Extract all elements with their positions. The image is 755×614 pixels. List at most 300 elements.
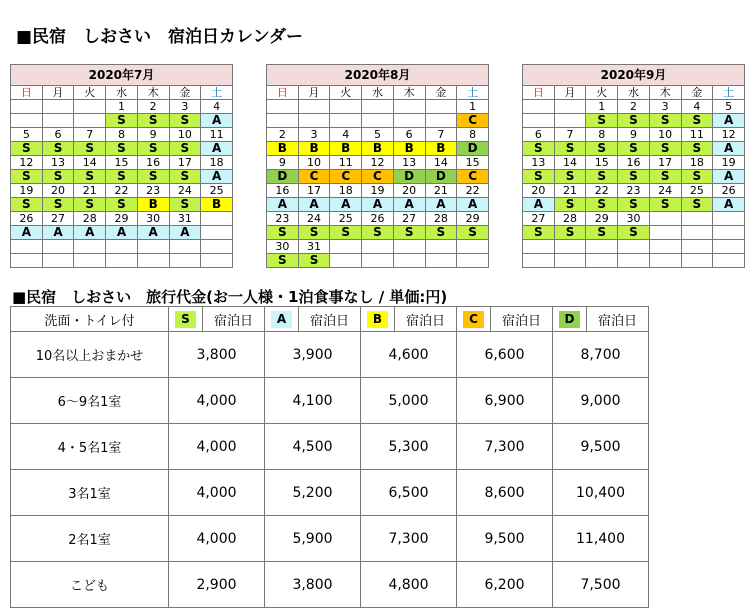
price-cell: 4,500 bbox=[265, 424, 361, 470]
rate-code: S bbox=[618, 198, 650, 212]
day-number-row bbox=[267, 156, 489, 170]
price-cell: 8,700 bbox=[553, 332, 649, 378]
rate-code: A bbox=[713, 170, 745, 184]
day-number-row bbox=[11, 156, 233, 170]
weekday-header: 土 bbox=[201, 86, 233, 100]
day-number: 4 bbox=[201, 100, 233, 114]
day-number bbox=[362, 240, 394, 254]
day-number: 29 bbox=[457, 212, 489, 226]
day-number bbox=[42, 240, 74, 254]
day-number: 23 bbox=[137, 184, 169, 198]
price-cell: 4,000 bbox=[169, 424, 265, 470]
rate-code: S bbox=[681, 142, 713, 156]
rate-code: A bbox=[201, 170, 233, 184]
day-number: 30 bbox=[137, 212, 169, 226]
rate-code bbox=[713, 226, 745, 240]
day-number: 2 bbox=[267, 128, 299, 142]
day-number: 10 bbox=[649, 128, 681, 142]
rate-code: B bbox=[330, 142, 362, 156]
price-cell: 11,400 bbox=[553, 516, 649, 562]
day-number: 5 bbox=[362, 128, 394, 142]
rate-code: A bbox=[523, 198, 555, 212]
day-number: 20 bbox=[523, 184, 555, 198]
price-cell: 6,500 bbox=[361, 470, 457, 516]
day-number: 3 bbox=[649, 100, 681, 114]
day-number: 8 bbox=[106, 128, 138, 142]
rate-code-row bbox=[11, 226, 233, 240]
rate-code: B bbox=[425, 142, 457, 156]
page-title: ■民宿 しおさい 宿泊日カレンダー bbox=[16, 27, 303, 47]
rate-code: A bbox=[169, 226, 201, 240]
day-number: 23 bbox=[618, 184, 650, 198]
day-number: 21 bbox=[425, 184, 457, 198]
rate-code: S bbox=[618, 170, 650, 184]
day-number: 1 bbox=[106, 100, 138, 114]
price-row bbox=[11, 332, 649, 378]
rate-code bbox=[554, 254, 586, 268]
rate-code: A bbox=[457, 198, 489, 212]
day-number bbox=[425, 100, 457, 114]
day-number bbox=[201, 240, 233, 254]
rate-code: S bbox=[137, 114, 169, 128]
rate-code-row bbox=[11, 170, 233, 184]
day-number bbox=[11, 240, 43, 254]
rate-code: D bbox=[425, 170, 457, 184]
rate-code: S bbox=[106, 170, 138, 184]
weekday-header: 月 bbox=[42, 86, 74, 100]
rate-code: A bbox=[713, 198, 745, 212]
day-number: 7 bbox=[425, 128, 457, 142]
price-row bbox=[11, 424, 649, 470]
rate-code: S bbox=[554, 226, 586, 240]
calendar-september bbox=[522, 64, 745, 268]
rate-code: S bbox=[74, 170, 106, 184]
rate-code: S bbox=[523, 170, 555, 184]
price-cell: 7,300 bbox=[361, 516, 457, 562]
day-number: 18 bbox=[681, 156, 713, 170]
rate-code: S bbox=[137, 170, 169, 184]
rate-code: S bbox=[298, 254, 330, 268]
day-number bbox=[393, 100, 425, 114]
day-number: 7 bbox=[554, 128, 586, 142]
rate-code: B bbox=[298, 142, 330, 156]
price-cell: 6,900 bbox=[457, 378, 553, 424]
day-number: 19 bbox=[11, 184, 43, 198]
day-number: 9 bbox=[618, 128, 650, 142]
rate-code: S bbox=[106, 198, 138, 212]
rate-code: S bbox=[298, 226, 330, 240]
rate-label: 宿泊日 bbox=[299, 307, 361, 332]
day-number: 31 bbox=[169, 212, 201, 226]
rate-code bbox=[554, 114, 586, 128]
rate-code bbox=[201, 254, 233, 268]
weekday-header: 木 bbox=[649, 86, 681, 100]
rate-code: S bbox=[554, 198, 586, 212]
day-number: 11 bbox=[201, 128, 233, 142]
rate-code: S bbox=[681, 114, 713, 128]
weekday-header: 日 bbox=[267, 86, 299, 100]
rate-code-row bbox=[523, 198, 745, 212]
rate-code: B bbox=[137, 198, 169, 212]
rate-code: B bbox=[267, 142, 299, 156]
day-number: 28 bbox=[554, 212, 586, 226]
rate-code: A bbox=[425, 198, 457, 212]
day-number bbox=[42, 100, 74, 114]
day-number bbox=[554, 240, 586, 254]
price-cell: 5,000 bbox=[361, 378, 457, 424]
rate-code bbox=[11, 114, 43, 128]
price-cell: 5,200 bbox=[265, 470, 361, 516]
day-number: 4 bbox=[330, 128, 362, 142]
price-cell: 9,000 bbox=[553, 378, 649, 424]
rate-code: D bbox=[457, 142, 489, 156]
day-number bbox=[137, 240, 169, 254]
day-number: 29 bbox=[106, 212, 138, 226]
rate-code: B bbox=[393, 142, 425, 156]
day-number: 25 bbox=[330, 212, 362, 226]
day-number: 25 bbox=[201, 184, 233, 198]
day-number-row bbox=[267, 128, 489, 142]
rate-swatch-d: D bbox=[553, 307, 587, 332]
day-number-row bbox=[267, 212, 489, 226]
day-number: 26 bbox=[713, 184, 745, 198]
day-number bbox=[106, 240, 138, 254]
day-number-row bbox=[11, 240, 233, 254]
price-row bbox=[11, 562, 649, 608]
price-row bbox=[11, 516, 649, 562]
price-cell: 7,500 bbox=[553, 562, 649, 608]
rate-code bbox=[201, 226, 233, 240]
weekday-header: 水 bbox=[106, 86, 138, 100]
price-cell: 6,600 bbox=[457, 332, 553, 378]
day-number: 20 bbox=[393, 184, 425, 198]
day-number: 12 bbox=[713, 128, 745, 142]
day-number bbox=[713, 212, 745, 226]
day-number: 24 bbox=[649, 184, 681, 198]
price-cell: 5,900 bbox=[265, 516, 361, 562]
rate-code bbox=[649, 226, 681, 240]
day-number: 22 bbox=[586, 184, 618, 198]
day-number: 15 bbox=[457, 156, 489, 170]
rate-code: S bbox=[11, 142, 43, 156]
day-number: 14 bbox=[74, 156, 106, 170]
rate-code bbox=[425, 114, 457, 128]
day-number: 8 bbox=[586, 128, 618, 142]
price-row bbox=[11, 470, 649, 516]
day-number: 5 bbox=[713, 100, 745, 114]
day-number bbox=[649, 240, 681, 254]
weekday-header: 日 bbox=[523, 86, 555, 100]
day-number: 29 bbox=[586, 212, 618, 226]
day-number: 6 bbox=[393, 128, 425, 142]
rate-code: S bbox=[586, 114, 618, 128]
month-title: 2020年9月 bbox=[523, 65, 745, 86]
rate-code: S bbox=[649, 198, 681, 212]
rate-code: A bbox=[11, 226, 43, 240]
rate-swatch-s: S bbox=[169, 307, 203, 332]
day-number: 3 bbox=[169, 100, 201, 114]
day-number-row bbox=[11, 100, 233, 114]
rate-code: A bbox=[298, 198, 330, 212]
day-number: 22 bbox=[106, 184, 138, 198]
day-number: 2 bbox=[137, 100, 169, 114]
rate-code bbox=[74, 254, 106, 268]
day-number bbox=[681, 212, 713, 226]
day-number: 11 bbox=[330, 156, 362, 170]
weekday-header: 火 bbox=[586, 86, 618, 100]
weekday-header: 月 bbox=[554, 86, 586, 100]
day-number: 2 bbox=[618, 100, 650, 114]
rate-code: S bbox=[169, 114, 201, 128]
rate-code-row bbox=[523, 142, 745, 156]
rate-code: A bbox=[393, 198, 425, 212]
day-number: 1 bbox=[586, 100, 618, 114]
day-number bbox=[169, 240, 201, 254]
rate-code: A bbox=[42, 226, 74, 240]
price-section-title: ■民宿 しおさい 旅行代金(お一人様・1泊食事なし / 単価:円) bbox=[12, 288, 448, 306]
rate-code bbox=[330, 114, 362, 128]
day-number-row bbox=[267, 184, 489, 198]
day-number-row bbox=[523, 156, 745, 170]
rate-code-row bbox=[523, 254, 745, 268]
rate-code: S bbox=[523, 142, 555, 156]
price-cell: 7,300 bbox=[457, 424, 553, 470]
rate-code: A bbox=[362, 198, 394, 212]
rate-code: S bbox=[11, 170, 43, 184]
day-number bbox=[523, 240, 555, 254]
day-number: 18 bbox=[201, 156, 233, 170]
rate-code bbox=[523, 254, 555, 268]
rate-code: S bbox=[74, 198, 106, 212]
price-cell: 4,800 bbox=[361, 562, 457, 608]
day-number bbox=[11, 100, 43, 114]
rate-code: S bbox=[586, 142, 618, 156]
rate-code: S bbox=[267, 226, 299, 240]
day-number-row bbox=[523, 128, 745, 142]
day-number: 9 bbox=[137, 128, 169, 142]
day-number: 27 bbox=[523, 212, 555, 226]
day-number: 16 bbox=[618, 156, 650, 170]
rate-code-row bbox=[11, 142, 233, 156]
weekday-header: 木 bbox=[393, 86, 425, 100]
rate-code: C bbox=[330, 170, 362, 184]
day-number: 17 bbox=[298, 184, 330, 198]
price-cell: 4,600 bbox=[361, 332, 457, 378]
day-number bbox=[649, 212, 681, 226]
day-number: 27 bbox=[42, 212, 74, 226]
day-number-row bbox=[267, 100, 489, 114]
weekday-header: 火 bbox=[74, 86, 106, 100]
month-header-row bbox=[523, 65, 745, 86]
day-number bbox=[586, 240, 618, 254]
weekday-header: 日 bbox=[11, 86, 43, 100]
rate-code-row bbox=[523, 114, 745, 128]
day-number bbox=[298, 100, 330, 114]
weekday-header: 水 bbox=[362, 86, 394, 100]
plan-label: 6～9名1室 bbox=[11, 378, 169, 424]
day-number bbox=[681, 240, 713, 254]
price-cell: 3,900 bbox=[265, 332, 361, 378]
rate-code-row bbox=[523, 226, 745, 240]
rate-code-row bbox=[267, 114, 489, 128]
day-number bbox=[74, 240, 106, 254]
day-number: 17 bbox=[169, 156, 201, 170]
day-number: 20 bbox=[42, 184, 74, 198]
day-number: 26 bbox=[362, 212, 394, 226]
rate-label: 宿泊日 bbox=[395, 307, 457, 332]
rate-code-row bbox=[267, 226, 489, 240]
corner-label: 洗面・トイレ付 bbox=[11, 307, 169, 332]
day-number: 25 bbox=[681, 184, 713, 198]
day-number: 21 bbox=[554, 184, 586, 198]
rate-code: S bbox=[42, 170, 74, 184]
rate-code-row bbox=[11, 198, 233, 212]
day-number: 10 bbox=[169, 128, 201, 142]
day-number: 13 bbox=[523, 156, 555, 170]
price-cell: 2,900 bbox=[169, 562, 265, 608]
rate-label: 宿泊日 bbox=[587, 307, 649, 332]
day-number bbox=[618, 240, 650, 254]
day-number-row bbox=[523, 240, 745, 254]
day-number-row bbox=[523, 184, 745, 198]
price-cell: 9,500 bbox=[457, 516, 553, 562]
rate-code bbox=[649, 254, 681, 268]
rate-code: S bbox=[267, 254, 299, 268]
day-number: 24 bbox=[298, 212, 330, 226]
day-number bbox=[330, 240, 362, 254]
weekday-header: 木 bbox=[137, 86, 169, 100]
day-number: 30 bbox=[618, 212, 650, 226]
rate-code: A bbox=[201, 142, 233, 156]
rate-code: S bbox=[42, 142, 74, 156]
day-number: 19 bbox=[362, 184, 394, 198]
day-number: 14 bbox=[425, 156, 457, 170]
weekday-row bbox=[11, 86, 233, 100]
rate-code: S bbox=[11, 198, 43, 212]
price-cell: 3,800 bbox=[265, 562, 361, 608]
rate-code bbox=[330, 254, 362, 268]
rate-code bbox=[425, 254, 457, 268]
rate-code bbox=[362, 114, 394, 128]
day-number bbox=[393, 240, 425, 254]
rate-code: A bbox=[201, 114, 233, 128]
day-number: 18 bbox=[330, 184, 362, 198]
plan-label: こども bbox=[11, 562, 169, 608]
rate-code: C bbox=[362, 170, 394, 184]
rate-code: B bbox=[362, 142, 394, 156]
rate-code: S bbox=[169, 142, 201, 156]
rate-code: S bbox=[586, 170, 618, 184]
rate-code bbox=[42, 114, 74, 128]
day-number: 28 bbox=[74, 212, 106, 226]
rate-code: A bbox=[713, 114, 745, 128]
weekday-header: 金 bbox=[425, 86, 457, 100]
day-number bbox=[201, 212, 233, 226]
rate-code: S bbox=[618, 142, 650, 156]
price-cell: 4,000 bbox=[169, 378, 265, 424]
plan-label: 4・5名1室 bbox=[11, 424, 169, 470]
day-number: 15 bbox=[106, 156, 138, 170]
weekday-header: 土 bbox=[713, 86, 745, 100]
rate-code: S bbox=[169, 198, 201, 212]
rate-code: S bbox=[457, 226, 489, 240]
day-number bbox=[362, 100, 394, 114]
day-number-row bbox=[11, 128, 233, 142]
rate-code bbox=[681, 254, 713, 268]
day-number: 27 bbox=[393, 212, 425, 226]
day-number: 10 bbox=[298, 156, 330, 170]
rate-code-row bbox=[267, 170, 489, 184]
price-table bbox=[10, 306, 649, 608]
weekday-header: 土 bbox=[457, 86, 489, 100]
month-title: 2020年8月 bbox=[267, 65, 489, 86]
rate-code bbox=[681, 226, 713, 240]
rate-code bbox=[457, 254, 489, 268]
day-number bbox=[713, 240, 745, 254]
rate-code bbox=[713, 254, 745, 268]
day-number: 14 bbox=[554, 156, 586, 170]
day-number bbox=[457, 240, 489, 254]
calendar-july bbox=[10, 64, 233, 268]
rate-code: A bbox=[74, 226, 106, 240]
rate-code: S bbox=[618, 226, 650, 240]
rate-code bbox=[393, 114, 425, 128]
day-number-row bbox=[523, 212, 745, 226]
price-cell: 5,300 bbox=[361, 424, 457, 470]
rate-code: S bbox=[681, 198, 713, 212]
plan-label: 3名1室 bbox=[11, 470, 169, 516]
weekday-header: 火 bbox=[330, 86, 362, 100]
rate-code bbox=[42, 254, 74, 268]
day-number bbox=[330, 100, 362, 114]
month-title: 2020年7月 bbox=[11, 65, 233, 86]
day-number: 21 bbox=[74, 184, 106, 198]
month-header-row bbox=[267, 65, 489, 86]
day-number: 19 bbox=[713, 156, 745, 170]
day-number: 30 bbox=[267, 240, 299, 254]
day-number: 17 bbox=[649, 156, 681, 170]
day-number: 11 bbox=[681, 128, 713, 142]
day-number bbox=[554, 100, 586, 114]
day-number: 22 bbox=[457, 184, 489, 198]
price-cell: 4,000 bbox=[169, 470, 265, 516]
rate-code: C bbox=[298, 170, 330, 184]
plan-label: 2名1室 bbox=[11, 516, 169, 562]
rate-code: S bbox=[554, 142, 586, 156]
rate-code bbox=[169, 254, 201, 268]
price-cell: 3,800 bbox=[169, 332, 265, 378]
day-number: 16 bbox=[267, 184, 299, 198]
rate-code: S bbox=[106, 142, 138, 156]
rate-code-row bbox=[11, 114, 233, 128]
price-cell: 6,200 bbox=[457, 562, 553, 608]
rate-code: S bbox=[554, 170, 586, 184]
day-number-row bbox=[267, 240, 489, 254]
price-cell: 4,000 bbox=[169, 516, 265, 562]
weekday-header: 金 bbox=[681, 86, 713, 100]
rate-code-row bbox=[267, 254, 489, 268]
rate-code-row bbox=[267, 142, 489, 156]
day-number-row bbox=[11, 212, 233, 226]
weekday-row bbox=[523, 86, 745, 100]
rate-code bbox=[586, 254, 618, 268]
rate-label: 宿泊日 bbox=[491, 307, 553, 332]
price-cell: 8,600 bbox=[457, 470, 553, 516]
rate-code: S bbox=[106, 114, 138, 128]
day-number: 12 bbox=[362, 156, 394, 170]
plan-label: 10名以上おまかせ bbox=[11, 332, 169, 378]
weekday-header: 月 bbox=[298, 86, 330, 100]
